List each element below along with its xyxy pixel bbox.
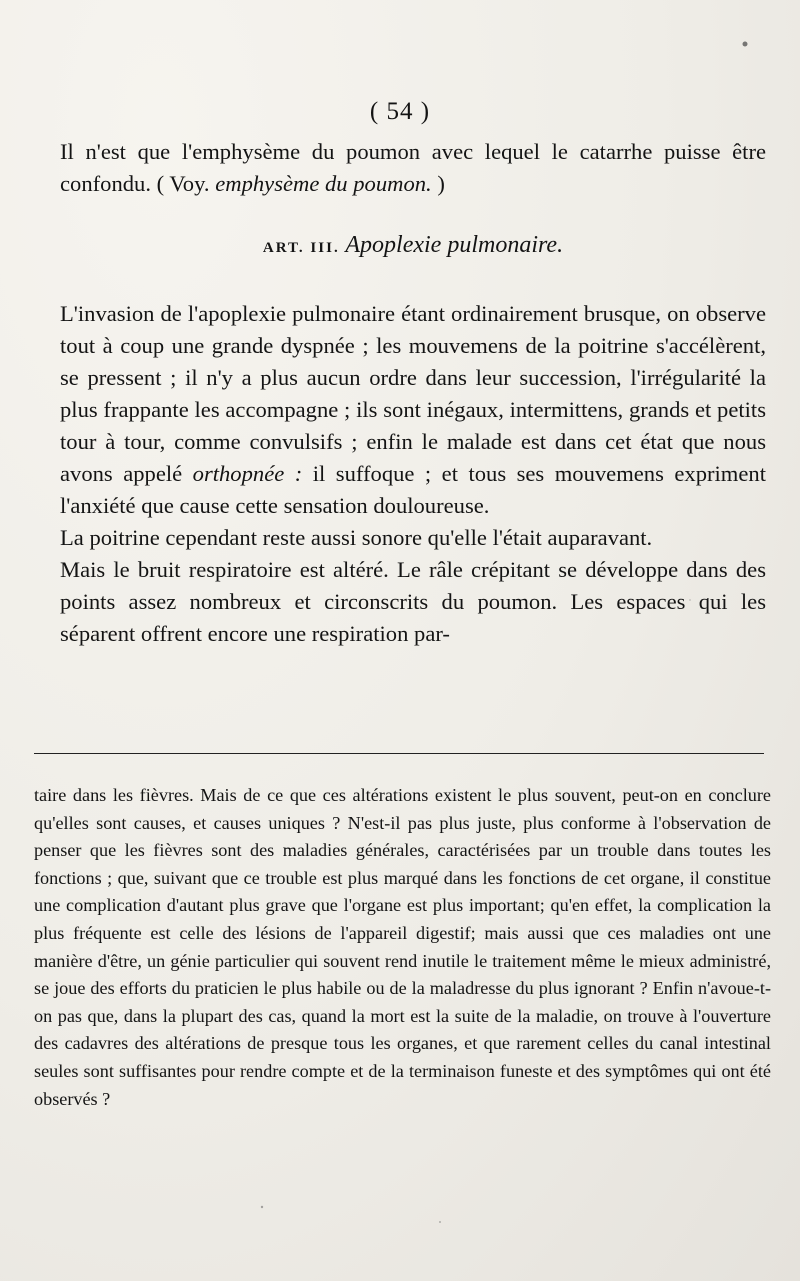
page-number: ( 54 ) xyxy=(369,98,431,125)
body-text xyxy=(60,298,766,650)
footnote-divider xyxy=(34,753,764,754)
paragraph-italic: orthopnée : xyxy=(192,461,303,486)
section-heading xyxy=(60,232,766,259)
paragraph xyxy=(60,522,766,554)
footnote-text: taire dans les fièvres. Mais de ce que ces altérations existent le plus souvent, peut-on en conclure qu'elles sont causes, et causes uniques ? N'est-il pas plus juste, plus conforme à l'observation de penser que les fièvres sont des maladies générales, caractérisées par un trouble dans toutes les fonctions ; que, suivant que ce trouble est plus marqué dans les fonctions de cet organe, il constitue une complication d'autant plus grave que l'organe est plus important; qu'en effet, la complication la plus fréquente est celle des lésions de l'appareil digestif; mais aussi que ces maladies ont une manière d'être, un génie particulier qui souvent rend inutile le traitement même le mieux administré, se joue des efforts du praticien le plus habile ou de la maladresse du plus ignorant ? Enfin n'avoue-t-on pas que, dans la plupart des cas, quand la mort est la suite de la maladie, on trouve à l'ouverture des cadavres des altérations de presque tous les organes, et que rarement celles du canal intestinal seules sont suffisantes pour rendre compte et de la terminaison funeste et des symptômes qui ont été observés ? xyxy=(34,785,771,1109)
intro-text: Il n'est que l'emphysème du poumon avec lequel le catarrhe puisse être confondu. ( Voy. xyxy=(60,139,766,196)
intro-paragraph xyxy=(60,136,766,200)
intro-text-end: ) xyxy=(431,171,445,196)
paragraph xyxy=(60,554,766,650)
article-label: ART. III. xyxy=(262,240,340,256)
paragraph-text: La poitrine cependant reste aussi sonore qu'elle l'était auparavant. xyxy=(60,525,653,550)
footnote xyxy=(34,782,771,1113)
paragraph xyxy=(60,298,766,522)
intro-italic-reference: emphysème du poumon. xyxy=(215,171,432,196)
paragraph-text-end: il suffoque ; et tous ses mouvemens expriment l'anxiété que cause cette sensation douloureuse. xyxy=(60,461,766,518)
paragraph-text: Mais le bruit respiratoire est altéré. Le râle crépitant se développe dans des points assez nombreux et circonscrits du poumon. Les espaces qui les séparent offrent encore une respiration par- xyxy=(60,557,766,646)
section-title: Apoplexie pulmonaire. xyxy=(345,232,564,258)
paragraph-text: L'invasion de l'apoplexie pulmonaire étant ordinairement brusque, on observe tout à coup une grande dyspnée ; les mouvemens de la poitrine s'accélèrent, se pressent ; il n'y a plus aucun ordre dans leur succession, l'irrégularité la plus frappante les accompagne ; ils sont inégaux, intermittens, grands et petits tour à tour, comme convulsifs ; enfin le malade est dans cet état que nous avons appelé xyxy=(60,301,766,486)
